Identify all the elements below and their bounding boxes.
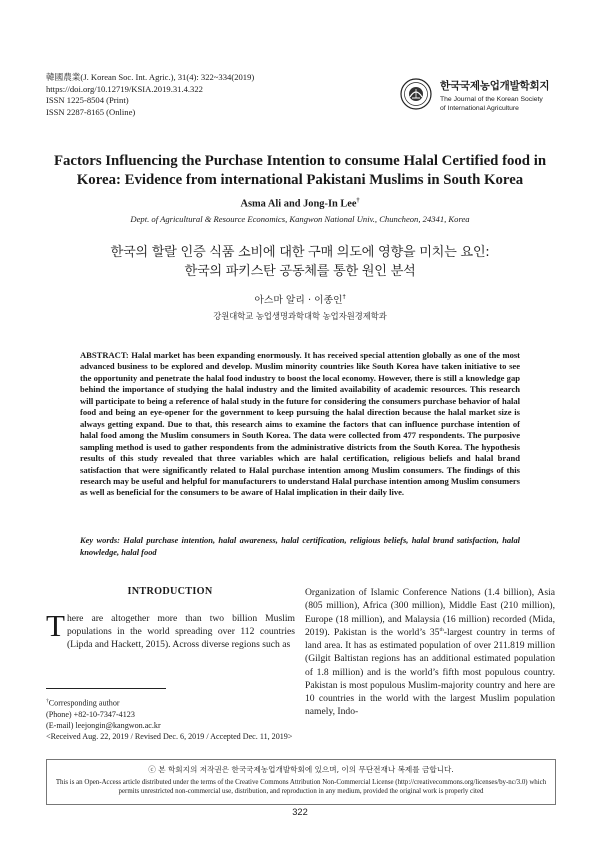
copyright-notice-korean: ⓒ 본 학회지의 저작권은 한국국제농업개발학회에 있으며, 이의 무단전재나 복제를 금합니다. [148, 765, 454, 774]
footnote-corresponding-text: Corresponding author [48, 698, 120, 708]
korean-title-line2: 한국의 파키스탄 공동체를 통한 원인 분석 [184, 264, 416, 279]
korean-corresponding-mark: † [342, 293, 346, 301]
footnote [46, 696, 326, 742]
issn-print: ISSN 1225-8504 (Print) [46, 95, 129, 106]
society-name-english [440, 96, 549, 113]
footnote-dates: <Received Aug. 22, 2019 / Revised Dec. 6, 2019 / Accepted Dec. 11, 2019> [46, 731, 293, 741]
society-name-english-line2: of International Agriculture [440, 104, 519, 112]
keywords-label: Key words: [80, 535, 120, 545]
open-access-license: This is an Open-Access article distributed under the terms of the Creative Commons Attribution Non-Commercial License (http://creativecommons.org/licenses/by-nc/3.0) which permits unrestricted non-commercial use, distribution, and reproduction in any medium, provided the original work is properly cited [55, 779, 547, 796]
doi-link[interactable]: https://doi.org/10.12719/KSIA.2019.31.4.322 [46, 83, 203, 94]
license-box [46, 759, 556, 805]
society-name-english-line1: The Journal of the Korean Society [440, 96, 543, 103]
intro-paragraph-right-b: -largest country in terms of land area. It has as estimated population of over 211.819 million (Gilgit Baltistan regions has an additional estimated population of 1.8 million) and is the world’s fifth most populous country. Pakistan is most populous Muslim-majority country and here are 10 countries in the world with the largest Muslim population namely, Indo- [305, 626, 555, 718]
korean-author-names [0, 292, 600, 306]
footnote-mark: † [46, 698, 49, 704]
footnote-email: (E-mail) leejongin@kangwon.ac.kr [46, 720, 161, 730]
body-column-left [46, 608, 295, 652]
abstract-text: Halal market has been expanding enormously. It has received special attention globally as one of the most advanced business to be explored and develop. Muslim minority countries like South Korea have taken initiative to see the opportunity and penetrate the halal food industry to boost the local economy. However, there is still a knowledge gap behind the importance of studying the halal industry and the limited availability of academic resources. This research will participate to being a reference of halal study in the future for considering the consumers purchase behavior of halal food and being an eye-opener for the government to keep pursuing the halal direction because the halal market size is always getting expand. Due to that, this research aims to examine the factors that can influence purchase intention of halal food among the Muslim consumers in South Korea. The data were collected from 477 respondents. The purposive sampling method is used to gather respondents from the administrative districts from the South Korea. The hypothesis results of this study revealed that three variables which are halal certification, religious beliefs and halal brand satisfaction that were significantly related to Halal purchase intention among Muslim consumers. The findings of this research may be useful and helpful for manufacturers to understand Halal purchase intention among Muslim consumers as well as beneficial for the consumers to be aware of Halal implication in their daily live. [80, 350, 521, 498]
society-seal-icon [400, 78, 432, 110]
ordinal-suffix: th [439, 626, 444, 633]
author-names [0, 198, 600, 209]
citation-line: 韓國農業(J. Korean Soc. Int. Agric.), 31(4): 322~334(2019) [46, 72, 255, 82]
corresponding-mark: † [356, 198, 360, 204]
korean-title-line1: 한국의 할랄 인증 식품 소비에 대한 구매 의도에 영향을 미치는 요인: [110, 245, 490, 260]
intro-paragraph-right-a: Organization of Islamic Conference Nations (1.4 billion), Asia (805 million), Africa (300 million), Middle East (210 million), Europe (18 million), and Malaysia (16 million) recorded (Mida, 2019). Pakistan is the world’s 35 [305, 587, 555, 638]
article-title: Factors Influencing the Purchase Intention to consume Halal Certified food in Korea: Evidence from international Pakistani Muslims in South Korea [53, 153, 547, 188]
footnote-corresponding [46, 696, 326, 709]
korean-title [40, 243, 560, 281]
body-column-right [305, 586, 555, 719]
intro-paragraph-left: here are altogether more than two billion Muslim populations in the world spreading over 112 countries (Lipda and Hackett, 2015). Across diverse regions such as [66, 613, 295, 651]
society-logo [400, 76, 575, 120]
abstract-label: ABSTRACT: [80, 350, 129, 360]
korean-author-list: 아스마 알리 · 이종인 [254, 295, 343, 306]
keywords [80, 535, 520, 558]
issn-online: ISSN 2287-8165 (Online) [46, 106, 136, 117]
drop-cap: T [46, 608, 65, 643]
page-number: 322 [292, 807, 308, 817]
korean-affiliation: 강원대학교 농업생명과학대학 농업자원경제학과 [213, 311, 387, 321]
keywords-text: Halal purchase intention, halal awareness, halal certification, religious beliefs, halal brand satisfaction, halal knowledge, halal food [80, 535, 521, 557]
footnote-divider [46, 688, 166, 689]
author-affiliation: Dept. of Agricultural & Resource Economics, Kangwon National Univ., Chuncheon, 24341, Korea [130, 214, 470, 224]
author-list: Asma Ali and Jong-In Lee [240, 198, 357, 210]
journal-header [46, 72, 254, 118]
footnote-phone: (Phone) +82-10-7347-4123 [46, 709, 135, 719]
section-heading-introduction: INTRODUCTION [127, 586, 213, 597]
society-name-korean: 한국국제농업개발학회지 [440, 80, 550, 92]
abstract [80, 350, 520, 499]
